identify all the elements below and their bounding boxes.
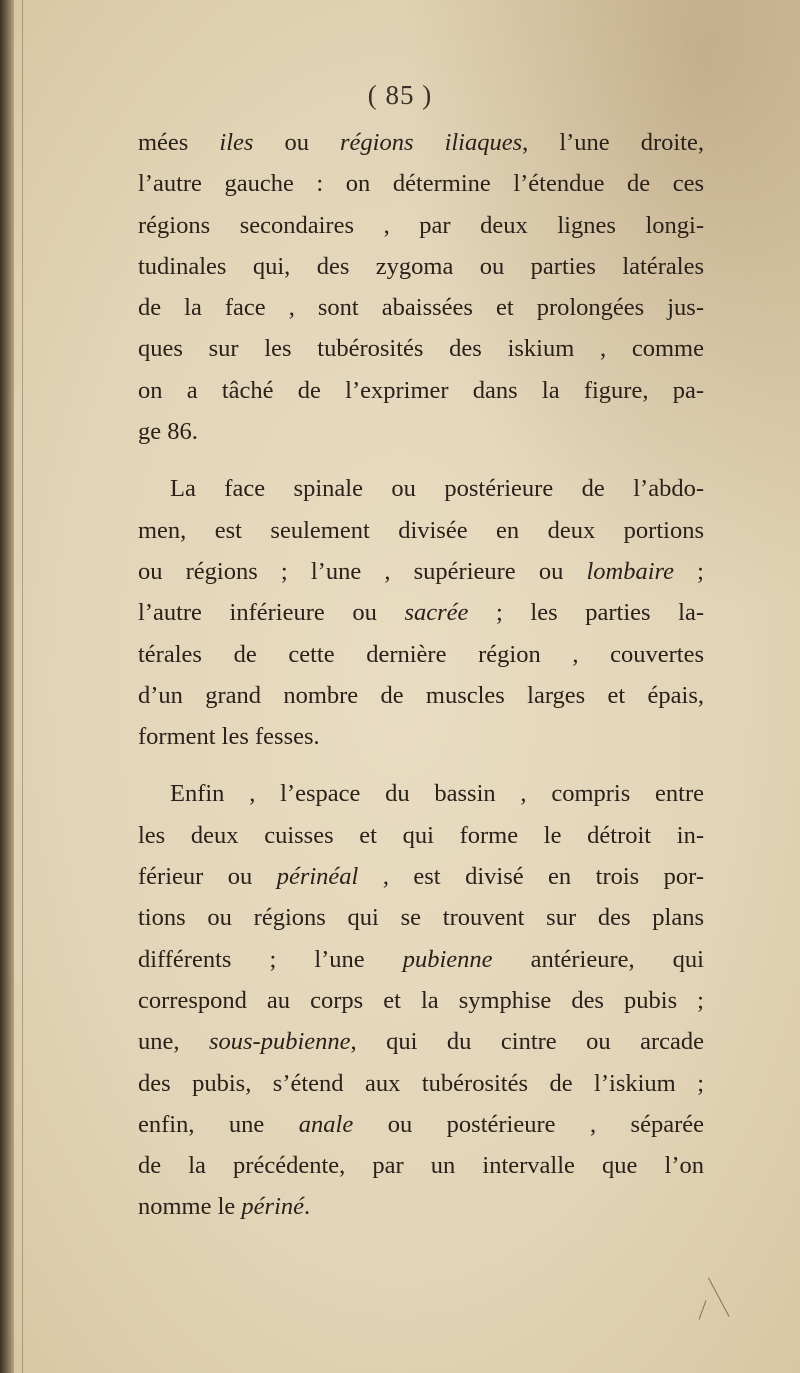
text-run: nomme le (138, 1193, 242, 1221)
text-line (138, 716, 704, 757)
pencil-mark (708, 1278, 730, 1317)
text-line (138, 1021, 704, 1062)
text-line (138, 675, 704, 716)
italic-term: pubienne (402, 945, 493, 973)
text-line (138, 328, 704, 369)
italic-term: lombaire (586, 557, 675, 585)
paragraph (138, 773, 704, 1227)
pencil-mark-stroke (699, 1300, 707, 1319)
text-run: , l’une droite, (522, 129, 704, 156)
text-run: tions ou régions qui se trouvent sur des plans (138, 904, 704, 932)
page-number: ( 85 ) (367, 80, 433, 110)
text-line (138, 980, 704, 1021)
text-run: l’autre gauche : on détermine l’étendue de ces (138, 170, 704, 198)
text-line (138, 468, 704, 509)
paragraph-gap (138, 757, 704, 773)
text-run: . (304, 1193, 311, 1221)
italic-term: sous-pubienne (208, 1028, 351, 1056)
text-line (138, 510, 704, 551)
text-line (138, 246, 704, 287)
text-run: men, est seulement divisée en deux portions (138, 516, 704, 544)
book-binding (0, 0, 14, 1373)
text-line (138, 1063, 704, 1104)
text-line (138, 163, 704, 204)
text-run: des pubis, s’étend aux tubérosités de l’iskium ; (138, 1069, 704, 1097)
text-run: forment les fesses. (138, 723, 320, 751)
text-run: antérieure, qui (492, 945, 704, 973)
text-run: enfin, une (138, 1110, 299, 1138)
text-run: férieur ou (138, 863, 277, 891)
text-run: térales de cette dernière région , couvertes (138, 640, 704, 668)
text-run: différents ; l’une (138, 945, 403, 973)
text-line (138, 634, 704, 675)
italic-term: anale (298, 1110, 354, 1138)
text-run: La face spinale ou postérieure de l’abdo- (170, 475, 704, 503)
text-run: régions secondaires , par deux lignes longi- (138, 211, 704, 239)
text-run: , est divisé en trois por- (358, 863, 704, 891)
text-run: mées (138, 129, 220, 156)
text-line (138, 815, 704, 856)
text-line (138, 205, 704, 246)
text-run: ge 86. (138, 418, 198, 446)
text-line (138, 287, 704, 328)
italic-term: iles (219, 129, 254, 156)
binding-edge (22, 0, 23, 1373)
text-line (138, 122, 704, 163)
text-run: Enfin , l’espace du bassin , compris entre (170, 780, 704, 808)
text-run: , qui du cintre ou arcade (350, 1028, 705, 1056)
text-run: ; (674, 557, 704, 585)
text-run: tudinales qui, des zygoma ou parties latérales (138, 252, 704, 280)
text-run: ou (253, 129, 341, 156)
text-run: l’autre inférieure ou (138, 599, 405, 627)
text-line (138, 411, 704, 452)
text-line (138, 939, 704, 980)
text-run: ques sur les tubérosités des iskium , comme (138, 335, 704, 363)
text-line (138, 1145, 704, 1186)
text-line (138, 1104, 704, 1145)
text-line (138, 551, 704, 592)
text-line (138, 773, 704, 814)
text-run: de la face , sont abaissées et prolongées jus- (138, 294, 704, 322)
text-run: les deux cuisses et qui forme le détroit in- (138, 821, 704, 849)
text-run: ; les parties la- (468, 599, 704, 627)
paragraph-gap (138, 452, 704, 468)
text-line (138, 897, 704, 938)
text-run: ou régions ; l’une , supérieure ou (138, 557, 587, 585)
paragraph (138, 122, 704, 452)
text-line (138, 592, 704, 633)
text-run: correspond au corps et la symphise des pubis ; (138, 986, 704, 1014)
text-run: d’un grand nombre de muscles larges et épais, (138, 681, 704, 709)
italic-term: régions iliaques (340, 129, 523, 156)
text-line (138, 856, 704, 897)
text-run: une, (138, 1028, 209, 1056)
body-text (138, 122, 704, 1228)
text-run: de la précédente, par un intervalle que l’on (138, 1152, 704, 1180)
text-line (138, 1186, 704, 1227)
text-line (138, 370, 704, 411)
italic-term: périnéal (276, 863, 359, 891)
text-run: ou postérieure , séparée (353, 1110, 704, 1138)
paragraph (138, 468, 704, 757)
italic-term: périné (241, 1193, 305, 1221)
text-run: on a tâché de l’exprimer dans la figure, pa- (138, 376, 704, 404)
italic-term: sacrée (404, 599, 469, 627)
